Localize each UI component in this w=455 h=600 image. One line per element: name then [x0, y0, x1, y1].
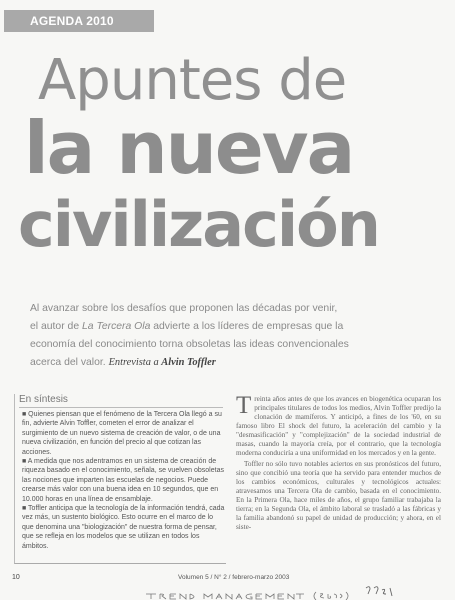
- article-body: [236, 392, 441, 534]
- article-paragraph: [236, 392, 441, 458]
- handwritten-note: [144, 582, 404, 600]
- deck-line-2: [30, 318, 430, 336]
- summary-item: ■ A medida que nos adentramos en un sistema de creación de riqueza basado en el conocimiento, señala, se vuelven obsoletas las nociones que imparten las escuelas de negocios. Puede crearse más valor con una buena idea en 10 segundos, que en 10.000 horas en una línea de ensamblaje.: [22, 458, 224, 503]
- deck-line-2-end: advierte a los líderes de empresas que la: [150, 321, 344, 332]
- article-paragraph: Toffler no sólo tuvo notables aciertos en sus pronósticos del futuro, sino que concibió una teoría que ha servido para entender muchos de los cambios económicos, culturales y tecnológicos actuales: atravesamos una Tercera Ola de cambio, basada en el conocimiento. En la Primera Ola, hace miles de años, el grupo familiar trabajaba la tierra; en la Segunda Ola, el ámbito laboral se trasladó a las fábricas y la familia abandonó su papel de unidad de producción; y ahora, en el siste-: [236, 460, 441, 531]
- deck-line-4-text: acerca del valor.: [30, 357, 109, 368]
- deck-line-3: economía del conocimiento torna obsoletas las ideas convencionales: [30, 339, 349, 350]
- summary-title: En síntesis: [19, 394, 223, 408]
- interviewee-name: Alvin Toffler: [161, 357, 216, 368]
- summary-box: [14, 394, 226, 564]
- book-title: La Tercera Ola: [82, 321, 151, 332]
- headline-line-2: la nueva: [24, 106, 354, 190]
- interview-credit: [109, 357, 216, 368]
- summary-item: ■ Toffler anticipa que la tecnología de la información tendrá, cada vez más, un sustento biológico. Esto ocurre en el marco de lo que denomina una "biologización" de nuestra forma de pensar, que se refleja en los modelos que se utilizan en todos los ámbitos.: [22, 505, 225, 550]
- deck-text: [30, 300, 430, 372]
- summary-items: [22, 410, 226, 551]
- deck-line-1: Al avanzar sobre los desafíos que proponen las décadas por venir,: [30, 303, 338, 314]
- headline-line-3: civilización: [18, 188, 379, 261]
- issue-info: Volumen 5 / N° 2 / febrero-marzo 2003: [178, 574, 290, 581]
- headline-line-1: Apuntes de: [38, 48, 347, 113]
- deck-line-2-start: el autor de: [30, 321, 82, 332]
- page-number: 10: [12, 574, 20, 581]
- summary-item: ■ Quienes piensan que el fenómeno de la Tercera Ola llegó a su fin, advierte Alvin Toffler, cometen el error de analizar el surgimiento de un nuevo sistema de creación de valor, o de una nueva civilización, en función del precio al que cotizan las acciones.: [22, 411, 222, 456]
- paragraph-text: reinta años antes de que los avances en biogenética ocuparan los principales titulares de todos los medios, Alvin Toffler predijo la clonación de mamíferos. Y anticipó, a fines de los '60, en su famoso libro El shock del futuro, la aceleración del cambio y la "desmasificación" y "complejización" de la sociedad industrial de masas, cuando la mayoría creía, por el contrario, que la tecnología moderna conduciría a una uniformidad en los mercados y en la gente.: [236, 395, 441, 457]
- deck-line-4: [30, 354, 430, 372]
- drop-cap: T: [236, 392, 252, 419]
- section-label: AGENDA 2010: [4, 10, 154, 32]
- interview-prefix: Entrevista a: [108, 357, 162, 368]
